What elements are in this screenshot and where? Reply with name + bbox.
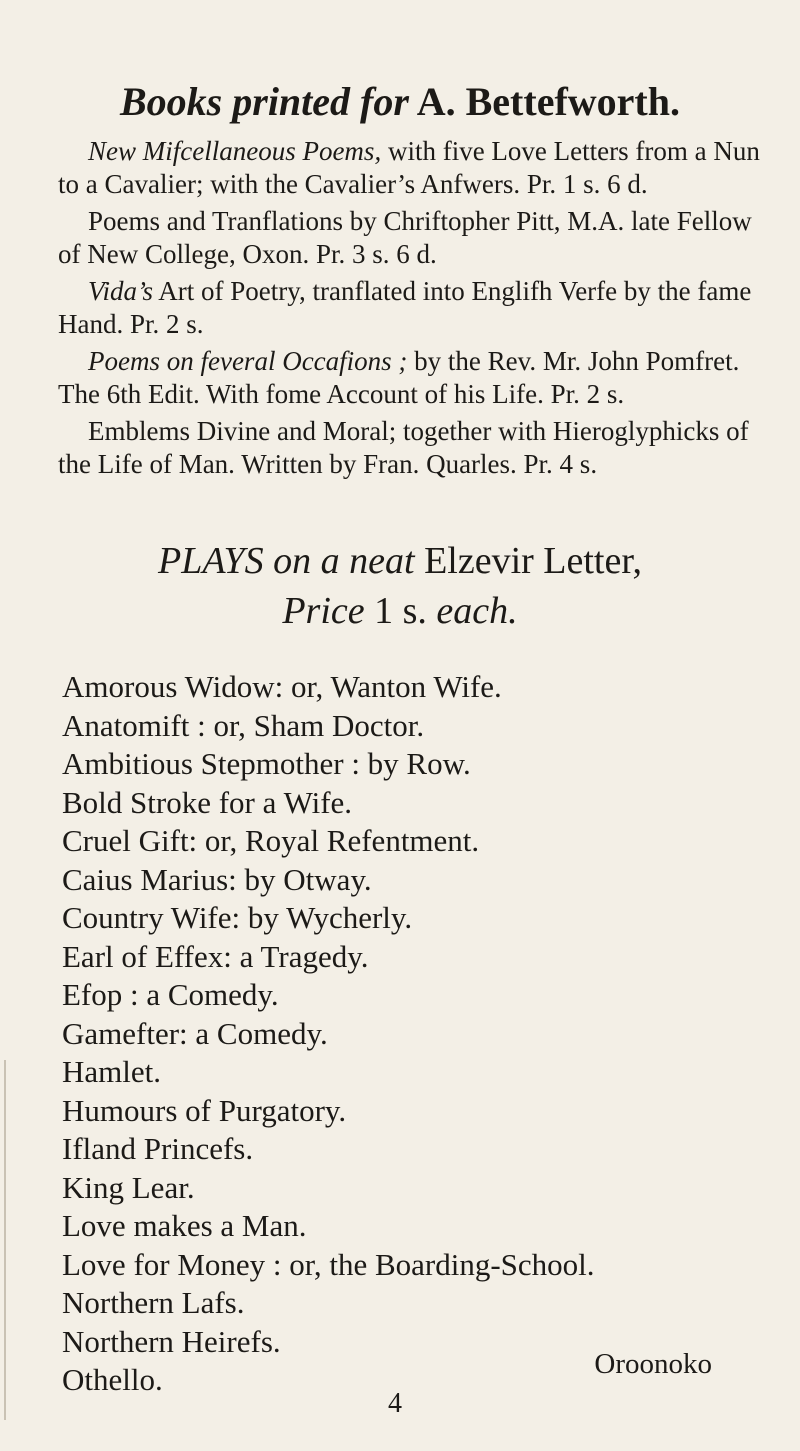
signature-mark: 4 [388,1388,402,1419]
running-head-italic: Books printed for [120,79,409,124]
book-entry [58,415,770,481]
book-entry [58,205,770,271]
play-title: Northern Heirefs. [62,1323,281,1359]
play-title: Northern Lafs. [62,1285,245,1320]
price-amount: 1 s. [374,590,427,632]
book-entry [58,345,770,411]
play-title: Love for Money : or, the Boarding-School. [62,1246,595,1282]
book-entries [58,135,770,485]
play-title: Gamefter: a Comedy. [62,1015,328,1051]
play-title: Cruel Gift: or, Royal Refentment. [62,823,480,858]
plays-heading [0,536,800,636]
margin-shadow [4,1060,6,1420]
play-title: Bold Stroke for a Wife. [62,784,353,820]
plays-heading-line-1 [0,536,800,586]
play-title: Ifland Princefs. [62,1131,254,1166]
play-title: Earl of Effex: a Tragedy. [62,938,369,974]
entry-text: with five Love Letters from a Nun to a Cavalier; with the Cavalier’s Anfwers. Pr. 1 s. 6 d. [58,136,760,199]
play-title: Ambitious Stepmother : by Row. [62,746,471,781]
play-title: Amorous Widow: or, Wanton Wife. [62,669,502,704]
play-title: Hamlet. [62,1054,161,1089]
entry-text: Emblems Divine and Moral; together with Hieroglyphicks of the Life of Man. Written by Fran. Quarles. Pr. 4 s. [58,416,749,479]
play-title: Country Wife: by Wycherly. [62,900,413,935]
plays-format: on a neat [273,540,415,582]
price-word: Price [282,590,365,632]
play-title: Humours of Purgatory. [62,1092,347,1128]
entry-text: Poems and Tranflations by Chriftopher Pitt, M.A. late Fellow of New College, Oxon. Pr. 3 s. 6 d. [58,206,752,269]
running-head-publisher: A. Bettefworth. [416,79,680,124]
play-title: Anatomift : or, Sham Doctor. [62,707,425,743]
play-title: Efop : a Comedy. [62,977,279,1012]
book-entry [58,135,770,201]
play-title: Caius Marius: by Otway. [62,861,372,897]
play-title: King Lear. [62,1169,195,1205]
entry-title: Poems on feveral Occafions ; [88,346,408,376]
play-title: Othello. [62,1362,163,1397]
entry-title: Vida’s [88,276,154,306]
entry-text: by the Rev. Mr. John Pomfret. The 6th Edit. With fome Account of his Life. Pr. 2 s. [58,346,740,409]
running-head [0,78,800,125]
play-title: Love makes a Man. [62,1208,307,1243]
price-each: each. [436,590,518,632]
entry-text: Art of Poetry, tranflated into Englifh Verfe by the fame Hand. Pr. 2 s. [58,276,752,339]
plays-list [62,668,742,1400]
book-entry [58,275,770,341]
entry-title: New Mifcellaneous Poems, [88,136,382,166]
catchword: Oroonoko [594,1348,712,1380]
plays-word: PLAYS [158,540,264,582]
plays-heading-line-2 [0,586,800,636]
plays-letter: Elzevir Letter, [424,540,642,582]
